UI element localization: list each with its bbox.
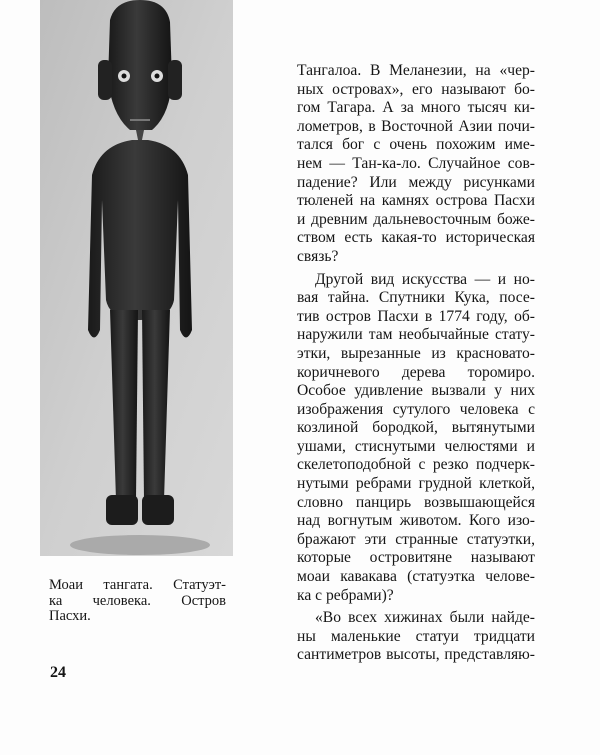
page-number: 24 (50, 664, 66, 681)
caption-line: Пасхи. (49, 609, 91, 624)
text-line: ных островах», его называют бо- (297, 80, 535, 98)
photo-caption (49, 578, 226, 625)
text-line: ка с ребрами)? (297, 586, 394, 604)
paragraph (297, 62, 535, 267)
text-line: вая тайна. Спутники Кука, посе- (297, 289, 535, 307)
text-line: моаи кавакава (статуэтка челове- (297, 568, 535, 586)
text-line: которые островитяне называют (297, 549, 535, 567)
text-line: нутыми ребрами грудной клеткой, (297, 475, 535, 493)
text-line: коричневого дерева торомиро. (297, 363, 535, 381)
text-line: скелетоподобной с резко подчерк- (297, 456, 535, 474)
text-line: сантиметров высоты, представляю- (297, 646, 535, 664)
text-line: наружили там необычайные стату- (297, 326, 535, 344)
text-line: связь? (297, 247, 339, 265)
text-line: нем — Тан-ка-ло. Случайное сов- (297, 154, 535, 172)
caption-line: Моаи тангата. Статуэт- (49, 578, 226, 593)
text-line: ушами, стиснутыми челюстями и (297, 437, 535, 455)
text-line: тюленей на камнях острова Пасхи (297, 192, 535, 210)
paragraph (297, 271, 535, 606)
text-line: ством есть какая-то историческая (297, 229, 535, 247)
text-line: ны маленькие статуи тридцати (297, 627, 535, 645)
text-line: гом Тагара. А за много тысяч ки- (297, 99, 535, 117)
text-line: Другой вид искусства — и но- (315, 270, 535, 288)
text-line: Тангалоа. В Меланезии, на «чер- (297, 62, 535, 79)
text-line: этки, вырезанные из красновато- (297, 344, 535, 362)
text-line: словно панцирь возвышающейся (297, 493, 535, 511)
body-text-column (297, 62, 535, 669)
text-line: и древним дальневосточным боже- (297, 210, 535, 228)
paragraph (297, 609, 535, 665)
text-line: тался бог с очень похожим име- (297, 136, 535, 154)
text-line: козлиной бородкой, вытянутыми (297, 419, 535, 437)
caption-line: ка человека. Остров (49, 593, 226, 609)
text-line: падение? Или между рисунками (297, 173, 535, 191)
statue-photo (40, 0, 233, 556)
text-line: лометров, в Восточной Азии почи- (297, 117, 535, 135)
text-line: бражают эти странные статуэтки, (297, 530, 535, 548)
text-line: «Во всех хижинах были найде- (315, 609, 535, 627)
text-line: над вогнутым животом. Кого изо- (297, 512, 535, 530)
text-line: изображения сутулого человека с (297, 400, 535, 418)
text-line: Особое удивление вызвали у них (297, 382, 535, 400)
text-line: тив остров Пасхи в 1774 году, об- (297, 307, 535, 325)
